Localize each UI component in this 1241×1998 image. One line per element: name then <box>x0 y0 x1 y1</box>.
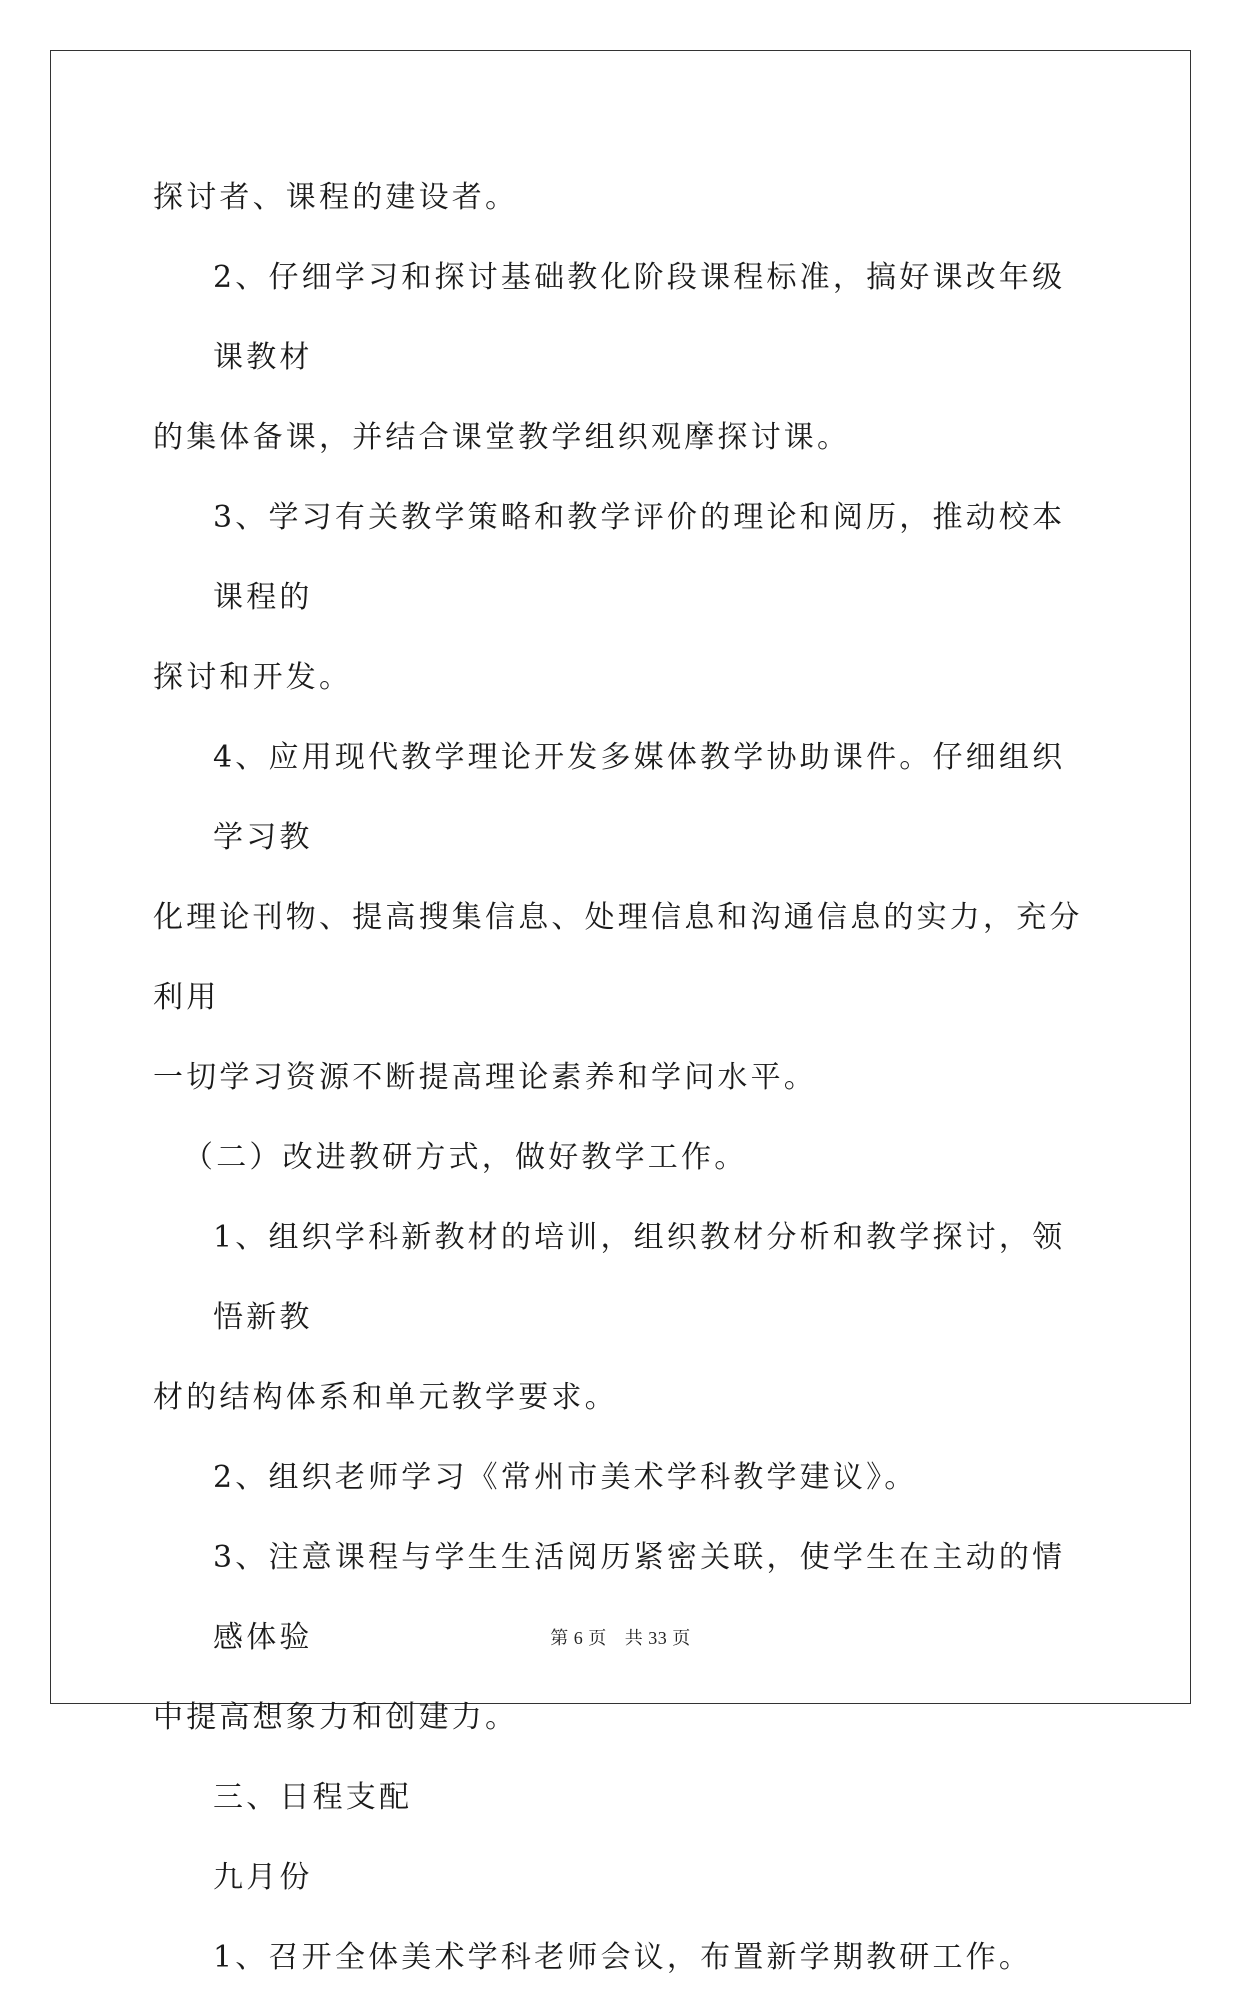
section-heading <box>153 1118 1093 1198</box>
text-line: 2、仔细学习和探讨基础教化阶段课程标准，搞好课改年级课教材 <box>213 260 1066 375</box>
page-footer <box>0 1624 1241 1650</box>
text-line: 探讨和开发。 <box>153 660 353 695</box>
page-total: 共 33 页 <box>624 1628 691 1648</box>
text-line: 3、学习有关教学策略和教学评价的理论和阅历，推动校本课程的 <box>213 500 1066 615</box>
paragraph <box>153 478 1093 718</box>
text-line: 2、组织老师学习《常州市美术学科教学建议》。 <box>213 1460 918 1495</box>
text-line: 化理论刊物、提高搜集信息、处理信息和沟通信息的实力，充分利用 <box>153 900 1083 1015</box>
text-line: 一切学习资源不断提高理论素养和学问水平。 <box>153 1060 817 1095</box>
paragraph <box>153 158 1093 238</box>
page-number: 第 6 页 <box>550 1628 607 1648</box>
paragraph <box>153 1198 1093 1438</box>
text-line: 九月份 <box>213 1860 313 1895</box>
text-line: 材的结构体系和单元教学要求。 <box>153 1380 618 1415</box>
text-line: 的集体备课，并结合课堂教学组织观摩探讨课。 <box>153 420 851 455</box>
paragraph <box>153 718 1093 1118</box>
text-line: 1、召开全体美术学科老师会议，布置新学期教研工作。 <box>213 1940 1033 1975</box>
text-line: （二）改进教研方式，做好教学工作。 <box>183 1140 748 1175</box>
document-body <box>153 158 1093 1998</box>
text-line: 中提高想象力和创建力。 <box>153 1700 519 1735</box>
text-line: 4、应用现代教学理论开发多媒体教学协助课件。仔细组织学习教 <box>213 740 1066 855</box>
text-line: 探讨者、课程的建设者。 <box>153 180 519 215</box>
text-line: 3、注意课程与学生生活阅历紧密关联，使学生在主动的情感体验 <box>213 1540 1066 1655</box>
paragraph <box>153 1438 1093 1518</box>
paragraph <box>153 1918 1093 1998</box>
subsection-heading <box>153 1838 1093 1918</box>
text-line: 1、组织学科新教材的培训，组织教材分析和教学探讨，领悟新教 <box>213 1220 1066 1335</box>
section-heading <box>153 1758 1093 1838</box>
text-line: 三、日程支配 <box>213 1780 413 1815</box>
paragraph <box>153 238 1093 478</box>
